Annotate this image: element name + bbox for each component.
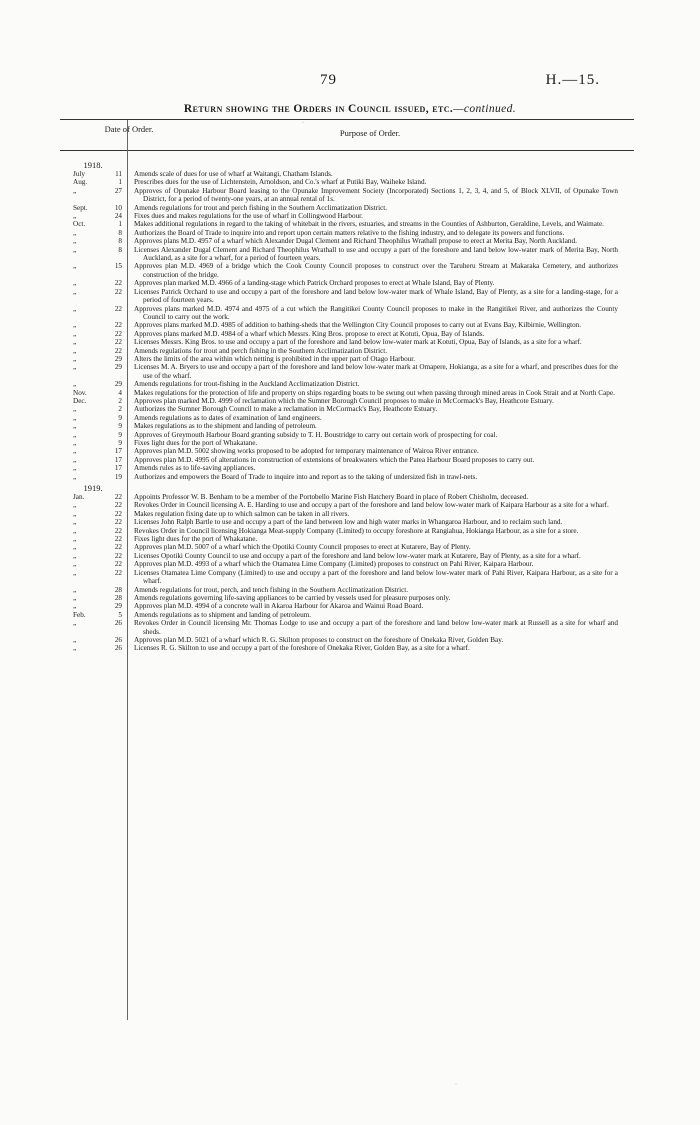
order-month: „ — [73, 237, 77, 246]
order-month: Nov. — [73, 388, 87, 397]
order-month: „ — [73, 354, 77, 363]
order-day: 29 — [114, 363, 122, 372]
order-month: July — [73, 170, 85, 178]
order-day: 8 — [118, 245, 122, 254]
order-month: „ — [73, 430, 77, 439]
table-row — [0, 560, 700, 568]
table-row — [0, 611, 700, 619]
order-day: 17 — [114, 447, 122, 456]
table-row — [0, 464, 700, 472]
order-purpose: Licenses Otamatea Lime Company (Limited) to use and occupy a part of the foreshore and land below low-water mark of Pahi River, Kaipara Harbour, as a site for a wharf. — [134, 568, 618, 586]
order-day: 22 — [114, 304, 122, 313]
order-day: 22 — [114, 279, 122, 288]
order-day: 4 — [118, 388, 122, 397]
order-purpose: Authorizes and empowers the Board of Trade to inquire into and report as to the taking of undersized fish in trawl-nets. — [134, 472, 478, 481]
order-month: „ — [73, 380, 77, 389]
order-purpose: Makes regulations as to the shipment and landing of petroleum. — [134, 422, 317, 431]
table-row — [0, 220, 700, 228]
order-purpose: Fixes dues and makes regulations for the use of wharf in Collingwood Harbour. — [134, 212, 363, 221]
table-top-rule — [60, 119, 634, 120]
table-row — [0, 229, 700, 237]
table-row — [0, 535, 700, 543]
table-row — [0, 262, 700, 279]
table-row — [0, 518, 700, 526]
order-purpose: Amends regulations for trout and perch fishing in the Southern Acclimatization District. — [134, 203, 388, 212]
table-row — [0, 355, 700, 363]
table-row — [0, 212, 700, 220]
order-purpose: Approves plan M.D. 5021 of a wharf which R. G. Skilton proposes to construct on the foreshore of Onekaka River, Golden Bay. — [134, 635, 504, 644]
order-purpose: Approves plan M.D. 5002 showing works proposed to be adopted for temporary maintenance of Wairoa River entrance. — [134, 447, 479, 456]
order-month: „ — [73, 509, 77, 518]
order-purpose: Revokes Order in Council licensing A. E. Harding to use and occupy a part of the foreshore and land below low-water mark of Kaipara Harbour as a site for a wharf. — [134, 501, 609, 510]
order-day: 8 — [118, 237, 122, 246]
order-day: 19 — [114, 472, 122, 481]
order-month: „ — [73, 405, 77, 414]
order-day: 22 — [114, 551, 122, 560]
table-row — [0, 552, 700, 560]
order-month: Dec. — [73, 396, 87, 405]
table-row — [0, 594, 700, 602]
order-purpose: Amends scale of dues for use of wharf at Waitangi, Chatham Islands. — [134, 170, 333, 178]
order-month: „ — [73, 338, 77, 347]
table-row — [0, 586, 700, 594]
order-month: „ — [73, 535, 77, 544]
order-day: 8 — [118, 228, 122, 237]
order-purpose: Appoints Professor W. B. Benham to be a member of the Portobello Marine Fish Hatchery Board in place of Robert Chisholm, deceased. — [134, 493, 529, 502]
table-row — [0, 170, 700, 178]
table-row — [0, 187, 700, 204]
table-row — [0, 527, 700, 535]
order-day: 5 — [118, 610, 122, 619]
table-row — [0, 439, 700, 447]
print-speck: · — [455, 1082, 457, 1088]
order-month: „ — [73, 619, 77, 628]
order-day: 22 — [114, 568, 122, 577]
order-month: „ — [73, 447, 77, 456]
order-purpose: Licenses Opotiki County Council to use and occupy a part of the foreshore and land below low-water mark at Kutarere, Bay of Plenty, as a site for a wharf. — [134, 551, 581, 560]
order-month: „ — [73, 560, 77, 569]
order-month: Jan. — [73, 493, 85, 502]
order-month: „ — [73, 186, 77, 195]
column-header-purpose: Purpose of Order. — [339, 128, 401, 138]
order-month: Aug. — [73, 178, 88, 187]
order-purpose: Licenses M. A. Bryers to use and occupy a part of the foreshore and land below low-water mark at Omapere, Hokianga, as a site for a wharf, and prescribes dues for the use of the wharf. — [134, 363, 618, 380]
order-month: Sept. — [73, 203, 88, 212]
order-day: 26 — [114, 635, 122, 644]
order-month: „ — [73, 279, 77, 288]
order-purpose: Revokes Order in Council licensing Hokianga Meat-supply Company (Limited) to occupy foreshore at Rangiahua, Hokianga Harbour, as a site for a store. — [134, 526, 579, 535]
table-row — [0, 178, 700, 186]
order-month: „ — [73, 518, 77, 527]
order-purpose: Alters the limits of the area within which netting is prohibited in the upper part of Otago Harbour. — [134, 354, 416, 363]
order-day: 9 — [118, 413, 122, 422]
order-month: „ — [73, 321, 77, 330]
table-row — [0, 644, 700, 652]
page-title — [0, 103, 700, 115]
year-label: 1919. — [83, 483, 103, 494]
table-row — [0, 288, 700, 305]
table-row — [0, 493, 700, 501]
table-row — [0, 422, 700, 430]
order-purpose: Amends regulations governing life-saving appliances to be carried by vessels used for pleasure purposes only. — [134, 593, 451, 602]
table-row — [0, 602, 700, 610]
order-month: „ — [73, 346, 77, 355]
order-day: 22 — [114, 560, 122, 569]
order-day: 28 — [114, 585, 122, 594]
order-purpose: Amends rules as to life-saving appliances. — [134, 464, 256, 473]
table-header-rule — [60, 150, 634, 151]
table-row — [0, 636, 700, 644]
order-day: 27 — [114, 186, 122, 195]
order-purpose: Licenses Messrs. King Bros. to use and occupy a part of the foreshore and land below low-water mark at Kotuti, Opua, Bay of Islands, as a site for a wharf. — [134, 338, 582, 347]
order-day: 29 — [114, 380, 122, 389]
table-row — [0, 569, 700, 586]
order-purpose: Approves plan M.D. 4994 of a concrete wall in Akaroa Harbour for Akaroa and Wainui Road Board. — [134, 602, 424, 611]
order-day: 26 — [114, 644, 122, 653]
order-day: 22 — [114, 509, 122, 518]
order-month: „ — [73, 464, 77, 473]
order-day: 2 — [118, 396, 122, 405]
order-day: 17 — [114, 464, 122, 473]
order-day: 22 — [114, 346, 122, 355]
table-row — [0, 321, 700, 329]
table-row — [0, 405, 700, 413]
order-month: „ — [73, 585, 77, 594]
order-purpose: Approves plans M.D. 4957 of a wharf which Alexander Dugal Clement and Richard Theophilus Wrathall propose to erect at Merita Bay, North Auckland. — [134, 237, 577, 246]
order-purpose: Licenses Patrick Orchard to use and occupy a part of the foreshore and land below low-water mark of Whale Island, Bay of Plenty, as a site for a landing-stage, for a period of fourteen years. — [134, 287, 618, 305]
orders-table — [0, 160, 700, 653]
order-purpose: Approves plan M.D. 4995 of alterations in construction of extensions of breakwaters which the Patea Harbour Board proposes to carry out. — [134, 455, 535, 464]
column-header-date: Date of Order. — [104, 124, 154, 134]
order-purpose: Fixes light dues for the port of Whakatane. — [134, 439, 258, 447]
order-month: Feb. — [73, 610, 86, 619]
order-month: „ — [73, 363, 77, 372]
table-row — [0, 279, 700, 287]
order-day: 22 — [114, 543, 122, 552]
order-purpose: Amends regulations for trout-fishing in the Auckland Acclimatization District. — [134, 380, 360, 389]
table-row — [0, 510, 700, 518]
order-purpose: Makes additional regulations in regard to the taking of whitebait in the rivers, estuaries, and streams in the Counties of Ashburton, Geraldine, Levels, and Waimate. — [134, 220, 604, 229]
table-row — [0, 338, 700, 346]
order-purpose: Approves plan M.D. 4969 of a bridge which the Cook County Council proposes to construct over the Taruheru Stream at Makaraka Cemetery, and authorizes construction of the bridge. — [134, 262, 618, 279]
order-month: „ — [73, 501, 77, 510]
order-purpose: Makes regulation fixing date up to which salmon can be taken in all rivers. — [134, 509, 350, 518]
title-continued: —continued. — [453, 103, 517, 115]
order-day: 10 — [114, 203, 122, 212]
order-month: „ — [73, 228, 77, 237]
order-purpose: Licenses Alexander Dugal Clement and Richard Theophilus Wrathall to use and occupy a part of the foreshore and land below low-water mark of Merita Bay, North Auckland, as a site for a wharf, for a period of fourteen years. — [134, 245, 618, 263]
order-day: 29 — [114, 354, 122, 363]
page-header — [0, 72, 700, 92]
order-day: 1 — [118, 178, 122, 187]
year-heading — [0, 160, 700, 170]
order-month: „ — [73, 526, 77, 535]
table-row — [0, 237, 700, 245]
table-row — [0, 619, 700, 636]
table-row — [0, 414, 700, 422]
order-day: 11 — [115, 170, 122, 178]
order-purpose: Approves of Opunake Harbour Board leasing to the Opunake Improvement Society (Incorporated) Sections 1, 2, 3, 4, and 5, of Block XLVII, of Opunake Town District, for a period of twenty-one years, at an annual rental of 1s. — [134, 186, 618, 204]
order-month: „ — [73, 593, 77, 602]
order-month: „ — [73, 422, 77, 431]
order-month: „ — [73, 551, 77, 560]
order-month: „ — [73, 287, 77, 296]
order-month: „ — [73, 439, 77, 447]
order-month: „ — [73, 413, 77, 422]
table-row — [0, 380, 700, 388]
order-day: 22 — [114, 518, 122, 527]
table-row — [0, 501, 700, 509]
order-purpose: Licenses R. G. Skilton to use and occupy a part of the foreshore of Onekaka River, Golden Bay, as a site for a wharf. — [134, 644, 470, 653]
order-day: 22 — [114, 535, 122, 544]
table-row — [0, 397, 700, 405]
order-day: 22 — [114, 321, 122, 330]
order-month: „ — [73, 212, 77, 221]
title-main: Return showing the Orders in Council issued, etc. — [183, 103, 454, 115]
order-purpose: Approves plans marked M.D. 4985 of addition to bathing-sheds that the Wellington City Council proposes to carry out at Evans Bay, Kilbirnie, Wellington. — [134, 321, 582, 330]
order-day: 28 — [114, 593, 122, 602]
order-purpose: Approves plan marked M.D. 4966 of a landing-stage which Patrick Orchard proposes to erect at Whale Island, Bay of Plenty. — [134, 279, 495, 288]
table-row — [0, 246, 700, 263]
order-day: 15 — [114, 262, 122, 271]
table-row — [0, 473, 700, 481]
order-purpose: Approves plan M.D. 5007 of a wharf which the Opotiki County Council proposes to erect at Kutarere, Bay of Plenty. — [134, 543, 471, 552]
order-day: 22 — [114, 338, 122, 347]
order-purpose: Amends regulations as to dates of examination of land engineers. — [134, 413, 322, 422]
order-month: Oct. — [73, 220, 86, 229]
year-heading — [0, 483, 700, 493]
table-row — [0, 447, 700, 455]
order-day: 22 — [114, 526, 122, 535]
order-day: 22 — [114, 501, 122, 510]
table-row — [0, 456, 700, 464]
order-purpose: Licenses John Ralph Bartle to use and occupy a part of the land between low and high water marks in Whangaroa Harbour, and to reclaim such land. — [134, 518, 563, 527]
order-month: „ — [73, 455, 77, 464]
print-speck: · — [302, 120, 304, 126]
order-purpose: Approves of Greymouth Harbour Board granting subsidy to T. H. Boustridge to carry out certain work of prospecting for coal. — [134, 430, 498, 439]
order-purpose: Authorizes the Board of Trade to inquire into and report upon certain matters relative to the fishing industry, and to delegate its powers and functions. — [134, 228, 565, 237]
order-day: 22 — [114, 287, 122, 296]
order-month: „ — [73, 262, 77, 271]
order-day: 22 — [114, 493, 122, 502]
order-day: 9 — [118, 430, 122, 439]
order-purpose: Amends regulations for trout, perch, and tench fishing in the Southern Acclimatization District. — [134, 585, 409, 594]
order-purpose: Prescribes dues for the use of Lichtenstein, Arnoldson, and Co.'s wharf at Putiki Bay, Waiheke Island. — [134, 178, 427, 187]
table-row — [0, 330, 700, 338]
order-month: „ — [73, 472, 77, 481]
year-label: 1918. — [83, 160, 103, 170]
order-day: 29 — [114, 602, 122, 611]
table-row — [0, 543, 700, 551]
order-day: 17 — [114, 455, 122, 464]
order-day: 26 — [114, 619, 122, 628]
order-month: „ — [73, 644, 77, 653]
table-row — [0, 347, 700, 355]
order-purpose: Authorizes the Sumner Borough Council to make a reclamation in McCormack's Bay, Heathcote Estuary. — [134, 405, 438, 414]
order-day: 22 — [114, 329, 122, 338]
order-day: 9 — [118, 439, 122, 447]
order-day: 24 — [114, 212, 122, 221]
table-row — [0, 389, 700, 397]
order-month: „ — [73, 543, 77, 552]
order-day: 9 — [118, 422, 122, 431]
order-purpose: Approves plan M.D. 4993 of a wharf which the Otamatea Lime Company (Limited) proposes to construct on Pahi River, Kaipara Harbour. — [134, 560, 534, 569]
order-month: „ — [73, 304, 77, 313]
table-row — [0, 431, 700, 439]
order-purpose: Makes regulations for the protection of life and property on ships regarding boats to be swung out when passing through mined areas in Cook Strait and at North Cape. — [134, 388, 615, 397]
order-purpose: Approves plan marked M.D. 4999 of reclamation which the Sumner Borough Council proposes to make in McCormack's Bay, Heathcote Estuary. — [134, 396, 554, 405]
order-day: 2 — [118, 405, 122, 414]
table-row — [0, 204, 700, 212]
order-month: „ — [73, 245, 77, 254]
order-month: „ — [73, 329, 77, 338]
table-row — [0, 305, 700, 322]
order-month: „ — [73, 568, 77, 577]
page-number: 79 — [320, 72, 337, 88]
order-month: „ — [73, 635, 77, 644]
order-purpose: Amends regulations as to shipment and landing of petroleum. — [134, 610, 312, 619]
order-month: „ — [73, 602, 77, 611]
order-purpose: Amends regulations for trout and perch fishing in the Southern Acclimatization District. — [134, 346, 388, 355]
table-row — [0, 363, 700, 380]
document-code: H.—15. — [545, 72, 600, 88]
order-day: 1 — [118, 220, 122, 229]
order-purpose: Fixes light dues for the port of Whakatane. — [134, 535, 258, 544]
order-purpose: Approves plans marked M.D. 4974 and 4975 of a cut which the Rangitikei County Council proposes to make in the Rangitikei River, and authorizes the County Council to carry out the work. — [134, 304, 618, 321]
order-purpose: Approves plans marked M.D. 4984 of a wharf which Messrs. King Bros. propose to erect at Kotuti, Opua, Bay of Islands. — [134, 329, 485, 338]
order-purpose: Revokes Order in Council licensing Mr. Thomas Lodge to use and occupy a part of the foreshore and land below low-water mark at Russell as a site for wharf and sheds. — [134, 619, 618, 636]
